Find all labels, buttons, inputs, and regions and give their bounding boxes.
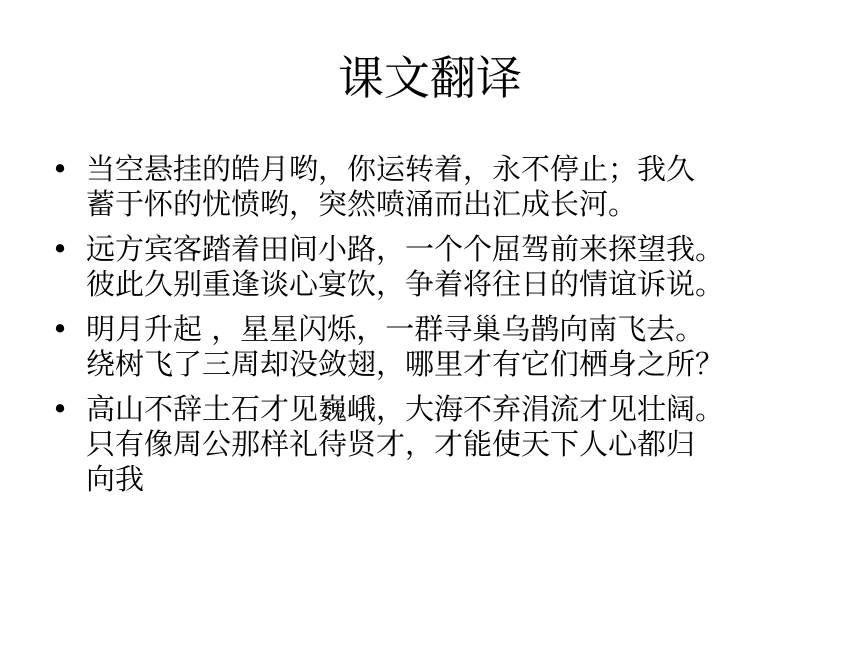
bullet-item: [50, 312, 820, 382]
bullet-item: [50, 392, 820, 497]
bullet-text-line: 远方宾客踏着田间小路，一个个屈驾前来探望我。: [86, 232, 725, 266]
bullet-text-line: 蓄于怀的忧愤哟，突然喷涌而出汇成长河。: [86, 187, 638, 221]
bullet-list: [50, 152, 820, 507]
bullet-text-line: 绕树飞了三周却没敛翅，哪里才有它们栖身之所？: [86, 347, 725, 381]
bullet-text-line: 彼此久别重逢谈心宴饮，争着将往日的情谊诉说。: [86, 267, 725, 301]
bullet-text-line: 只有像周公那样礼待贤才，才能使天下人心都归: [86, 427, 696, 461]
bullet-text-line: 当空悬挂的皓月哟，你运转着，永不停止；我久: [86, 152, 696, 186]
bullet-icon: •: [51, 392, 69, 426]
bullet-text-line: 高山不辞土石才见巍峨，大海不弃涓流才见壮阔。: [86, 392, 725, 426]
bullet-text-line: 向我: [86, 462, 145, 496]
bullet-icon: •: [51, 312, 69, 346]
bullet-text-line: 明月升起 ，星星闪烁，一群寻巢乌鹊向南飞去。: [86, 312, 705, 346]
bullet-item: [50, 232, 820, 302]
bullet-icon: •: [51, 152, 69, 186]
bullet-icon: •: [51, 232, 69, 266]
slide-title: 课文翻译: [338, 51, 522, 105]
bullet-item: [50, 152, 820, 222]
